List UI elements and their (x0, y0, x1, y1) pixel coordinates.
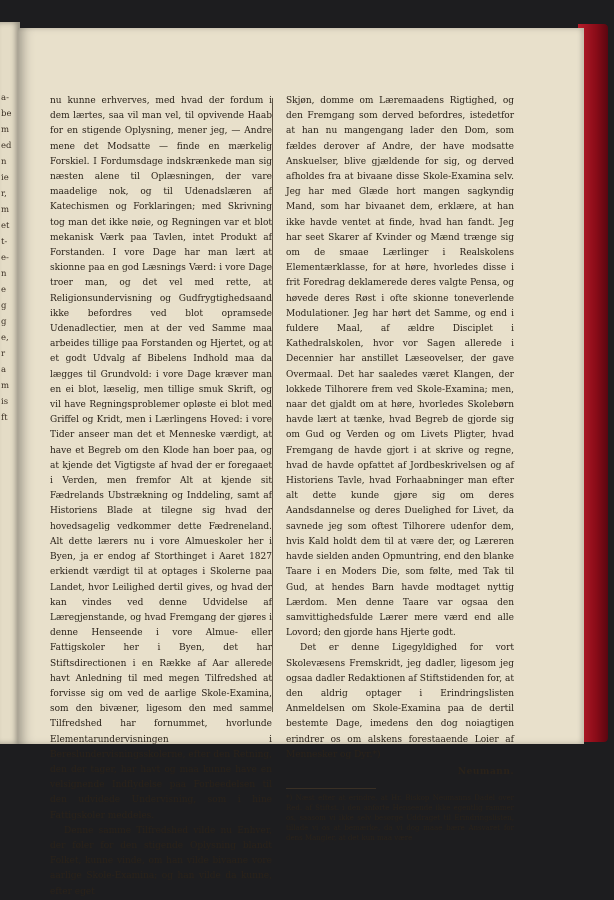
previous-page-fragment: be (1, 109, 12, 119)
previous-page-fragment: r, (1, 189, 7, 199)
column-divider (272, 98, 273, 712)
previous-page-edge (0, 22, 20, 744)
previous-page-fragment: a- (1, 93, 9, 103)
book-page (18, 28, 584, 897)
previous-page-fragment: g (1, 317, 7, 327)
previous-page-fragment: ie (1, 173, 9, 183)
paragraph: Det er denne Ligegyldighed for vort Skolevæsens Fremskridt, jeg dadler, ligesom jeg ogsaa dadler Redaktionen af Stiftstidenden for, at den aldrig optager i Erindringslisten Anmeldelsen om Skole-Examina paa de dertil bestemte Dage, imedens den dog noiagtigen erindrer os om alskens forestaaende Loier af Mennesker og Dyr.*) (286, 643, 514, 760)
previous-page-fragment: e (1, 285, 7, 295)
previous-page-fragment: m (1, 381, 10, 391)
previous-page-fragment: t- (1, 237, 8, 247)
text-column-left (50, 94, 272, 900)
author-signature: Neumann. (457, 766, 514, 777)
previous-page-fragment: n (1, 157, 7, 167)
previous-page-fragment: is (1, 397, 9, 407)
footnote-rule (286, 788, 376, 789)
paragraph: nu kunne erhverves, med hvad der fordum i dem lærtes, saa vil man vel, til opvivende Haab for en stigende Oplysning, mener jeg, — Andre mene det Modsatte — finde en mærkelig Forskiel. I Fordumsdage indskrænkede man sig næsten alene til Oplæsningen, der vare maadelige nok, og til Udenadslæren af Katechismen og Forklaringen; med Skrivning tog man det ikke nøie, og Regningen var et blot mekanisk Værk paa Tavlen, intet Produkt af Forstanden. I vore Dage har man lært at skionne paa en god Læsnings Værd: i vore Dage troer man, og det vel med rette, at Religionsundervisning og Gudfrygtighedsaand ikke befordres ved blot opramsede Udenadlectier, men at der ved Samme maa arbeides tillige paa Forstanden og Hjertet, og at et godt Udvalg af Bibelens Indhold maa da lægges til Grundvold: i vore Dage kræver man en ei blot, læselig, men tillige smuk Skrift, og vil have Regningsproblemer opløste ei blot med Griffel og Kridt, men i Lærlingens Hoved: i vore Tider anseer man det et Menneske værdigt, at have et Begreb om den Klode han boer paa, og at kjende det Vigtigste af hvad der er foregaaet i Verden, men fremfor Alt at kjende sit Fædrelands Ubstrækning og Inddeling, samt af Historiens Blade at tilegne sig hvad der hovedsagelig vedkommer dette Fædreneland. Alt dette lærers nu i vore Almueskoler her i Byen, ja er endog af Storthinget i Aaret 1827 erkiendt værdigt til at optages i Skolerne paa Landet, hvor Leilighed dertil gives, og hvad der kan vindes ved denne Udvidelse af Læregjenstande, og hvad Fremgang der gjøres i denne Henseende i vore Almue- eller Fattigskoler her i Byen, det har Stiftsdirectionen i en Række af Aar allerede havt Anledning til med megen Tilfredshed at forvisse sig om ved de aarlige Skole-Examina, som den bivæner, ligesom den med samme Tilfredshed har fornummet, hvorlunde Elementarundervisningen i Bereslundervisningsskolerne, efter den Retning, den der tager, har havt og maa kunne have en velsignende Indflydelse paa Forbeedelsen til den udvidede Undervisning, som i hine Fattigskoler meddeles. (50, 96, 272, 821)
previous-page-fragment: m (1, 205, 10, 215)
text-column-right (286, 94, 514, 843)
previous-page-fragment: e- (1, 253, 9, 263)
previous-page-fragment: n (1, 269, 7, 279)
previous-page-fragment: e, (1, 333, 9, 343)
previous-page-fragment: a (1, 365, 7, 375)
previous-page-fragment: m (1, 125, 10, 135)
footnote: *) Næst efter at erindre, at Hr. Biskop Neumanns Dadel over Red. af Stiftst. i den anførte Henseende ikke egentlig rammer os, saasom vi ikke selv besørge Uddraget til Erindringslisten, tillade vi os at bemærke, da vi dog maae bære Ansvaret for dens Mangler, at det kun maa være (286, 794, 514, 843)
previous-page-fragment: ft (1, 413, 8, 423)
paragraph: Skjøn, domme om Læremaadens Rigtighed, og den Fremgang som derved befordres, istedetfor at han nu mangengang lader den Dom, som fældes derover af Andre, der have modsatte Anskuelser, blive gjældende for sig, og derved afholdes fra at bivaane disse Skole-Examina selv. Jeg har med Glæde hort mangen sagkyndig Mand, som har bivaanet dem, erklære, at han ikke havde ventet at finde, hvad han fandt. Jeg har seet Skarer af Kvinder og Mænd trænge sig om de smaae Lærlinger i Realskolens Elementærklasse, for at høre, hvorledes disse i frit Foredrag deklamerede deres valgte Pensa, og høvede deres Røst i ofte skionne toneverlende Modulationer. Jeg har hørt det Samme, og end i fuldere Maal, af ældre Disciplet i Kathedralskolen, hvor vor Sagen allerede i Decennier har anstillet Læseovelser, der gave Overmaal. Det har saaledes været Klangen, der lokkede Tilhorere frem ved Skole-Examina; men, naar det gjaldt om at høre, hvorledes Skolebørn havde lært at tænke, hvad Begreb de gjorde sig om Gud og Verden og om Livets Pligter, hvad Fremgang de havde gjort i at skrive og regne, hvad de havde opfattet af Jordbeskrivelsen og af Historiens Tavle, hvad Forhaabninger man efter alt dette kunde gjøre sig om deres Aandsdannelse og deres Duelighed for Livet, da savnede jeg som oftest Tilhorere udenfor dem, hvis Kald holdt dem til at være der, og Læreren havde sielden anden Opmuntring, end den blanke Taare i en Moders Die, som følte, med Tak til Gud, at hendes Barn havde modtaget nyttig Lærdom. Men denne Taare var ogsaa den samvittighedsfulde Lærer mere værd end alle Lovord; den gjorde hans Hjerte godt. (286, 96, 514, 639)
previous-page-fragment: g (1, 301, 7, 311)
previous-page-fragment: et (1, 221, 10, 231)
previous-page-fragment: ed (1, 141, 12, 151)
paragraph: Denne samme Tilfredshed vilde nu Enhver, der føler for den stigende Oplysning blandt Folket, kunne vinde, om han vilde bivaane vore aarlige Skole-Examina; og han vilde da kunne, efter eget (50, 825, 272, 897)
previous-page-fragment: r (1, 349, 6, 359)
